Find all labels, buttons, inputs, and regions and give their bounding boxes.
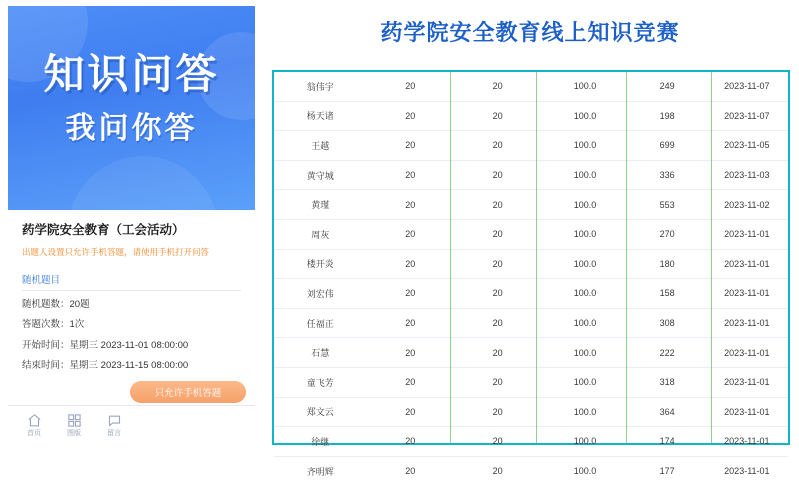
correct-count: 20 <box>367 101 454 131</box>
table-row <box>274 456 788 485</box>
duration: 180 <box>629 249 706 279</box>
participant-name: 周灰 <box>274 219 367 249</box>
tab-label: 首页 <box>27 429 41 437</box>
date: 2023-11-02 <box>706 190 788 220</box>
score: 100.0 <box>541 190 628 220</box>
banner-title-main: 知识问答 <box>43 50 220 98</box>
duration: 249 <box>629 72 706 101</box>
score: 100.0 <box>541 72 628 101</box>
date: 2023-11-01 <box>706 397 788 427</box>
table-row <box>274 367 788 397</box>
total-count: 20 <box>454 397 541 427</box>
score: 100.0 <box>541 219 628 249</box>
table-row <box>274 279 788 309</box>
table-row <box>274 338 788 368</box>
score: 100.0 <box>541 308 628 338</box>
score: 100.0 <box>541 101 628 131</box>
participant-name: 齐明辉 <box>306 466 334 477</box>
participant-name: 徐继 <box>274 427 367 457</box>
total-count: 20 <box>454 101 541 131</box>
duration: 308 <box>629 308 706 338</box>
score: 100.0 <box>541 131 628 161</box>
divider <box>22 290 241 291</box>
duration: 336 <box>629 160 706 190</box>
correct-count: 20 <box>367 308 454 338</box>
chat-icon <box>107 413 122 428</box>
info-row <box>22 340 241 351</box>
participant-name: 黄瑾 <box>274 190 367 220</box>
info-row-value: 20题 <box>69 298 90 310</box>
table-row <box>274 397 788 427</box>
duration: 222 <box>629 338 706 368</box>
date: 2023-11-01 <box>706 219 788 249</box>
info-row <box>22 360 241 371</box>
score: 100.0 <box>541 397 628 427</box>
table-row <box>274 427 788 457</box>
score: 100.0 <box>541 160 628 190</box>
participant-name: 王越 <box>274 131 367 161</box>
grid-icon <box>67 413 82 428</box>
duration: 699 <box>629 131 706 161</box>
duration: 553 <box>629 190 706 220</box>
date: 2023-11-07 <box>706 72 788 101</box>
participant-name: 童飞芳 <box>274 367 367 397</box>
participant-name: 黄守城 <box>274 160 367 190</box>
table-row <box>274 219 788 249</box>
duration: 270 <box>629 219 706 249</box>
correct-count: 20 <box>367 249 454 279</box>
date: 2023-11-01 <box>706 367 788 397</box>
score: 100.0 <box>541 279 628 309</box>
total-count: 20 <box>454 219 541 249</box>
participant-name: 石慧 <box>274 338 367 368</box>
activity-notice: 出题人设置只允许手机答题，请使用手机打开问答 <box>22 247 210 258</box>
score: 100.0 <box>573 466 597 477</box>
date: 2023-11-07 <box>706 101 788 131</box>
duration: 174 <box>629 427 706 457</box>
correct-count: 20 <box>405 466 416 477</box>
table-row <box>274 101 788 131</box>
bottom-tabbar <box>8 405 255 443</box>
randomize-label: 随机题目 <box>22 274 61 286</box>
tab-item-grid[interactable] <box>54 413 94 437</box>
page-title: 药学院安全教育线上知识竞赛 <box>380 21 680 46</box>
date: 2023-11-01 <box>706 249 788 279</box>
table-row <box>274 160 788 190</box>
tab-label: 图版 <box>67 429 81 437</box>
correct-count: 20 <box>367 397 454 427</box>
total-count: 20 <box>454 72 541 101</box>
correct-count: 20 <box>367 279 454 309</box>
correct-count: 20 <box>367 427 454 457</box>
tab-item-home[interactable] <box>14 413 54 437</box>
correct-count: 20 <box>367 338 454 368</box>
phone-only-cta-button[interactable]: 只允许手机答题 <box>130 381 246 403</box>
activity-title: 药学院安全教育（工会活动） <box>22 223 185 237</box>
total-count: 20 <box>454 427 541 457</box>
date: 2023-11-03 <box>706 160 788 190</box>
info-row-value: 星期三 2023-11-01 08:00:00 <box>69 339 189 351</box>
date: 2023-11-01 <box>706 308 788 338</box>
total-count: 20 <box>454 131 541 161</box>
total-count: 20 <box>454 338 541 368</box>
correct-count: 20 <box>367 131 454 161</box>
duration: 198 <box>629 101 706 131</box>
duration: 158 <box>629 279 706 309</box>
info-row-label: 答题次数： <box>22 319 70 331</box>
table-row <box>274 249 788 279</box>
date: 2023-11-01 <box>706 427 788 457</box>
total-count: 20 <box>454 367 541 397</box>
participant-name: 楼开炎 <box>274 249 367 279</box>
ranking-table <box>274 72 788 485</box>
participant-name: 刘宏伟 <box>274 279 367 309</box>
correct-count: 20 <box>367 219 454 249</box>
tab-label: 留言 <box>107 429 121 437</box>
score: 100.0 <box>541 338 628 368</box>
tab-item-chat[interactable] <box>94 413 134 437</box>
table-row <box>274 190 788 220</box>
correct-count: 20 <box>367 160 454 190</box>
date: 2023-11-01 <box>706 279 788 309</box>
duration: 364 <box>629 397 706 427</box>
total-count: 20 <box>454 249 541 279</box>
score: 100.0 <box>541 367 628 397</box>
correct-count: 20 <box>367 190 454 220</box>
info-row <box>22 319 241 330</box>
info-row-value: 1次 <box>69 319 85 331</box>
score: 100.0 <box>541 427 628 457</box>
table-row <box>274 131 788 161</box>
info-row <box>22 299 241 310</box>
date: 2023-11-05 <box>706 131 788 161</box>
participant-name: 任福正 <box>274 308 367 338</box>
info-row-label: 开始时间： <box>22 339 70 351</box>
activity-info-card <box>8 210 255 404</box>
participant-name: 郑文云 <box>274 397 367 427</box>
info-row-label: 随机题数： <box>22 298 70 310</box>
info-row-value: 星期三 2023-11-15 08:00:00 <box>69 359 189 371</box>
total-count: 20 <box>454 279 541 309</box>
total-count: 20 <box>492 466 503 477</box>
quiz-banner <box>8 6 255 210</box>
score: 100.0 <box>541 249 628 279</box>
home-icon <box>27 413 42 428</box>
total-count: 20 <box>454 190 541 220</box>
total-count: 20 <box>454 308 541 338</box>
date: 2023-11-01 <box>706 338 788 368</box>
duration: 177 <box>659 466 675 477</box>
correct-count: 20 <box>367 72 454 101</box>
info-row-label: 结束时间： <box>22 359 70 371</box>
quiz-preview-panel <box>8 6 255 443</box>
participant-name: 杨天诸 <box>274 101 367 131</box>
date: 2023-11-01 <box>724 466 770 477</box>
total-count: 20 <box>454 160 541 190</box>
correct-count: 20 <box>367 367 454 397</box>
participant-name: 翁伟宇 <box>274 72 367 101</box>
ranking-table-container <box>272 70 790 477</box>
table-row <box>274 308 788 338</box>
duration: 318 <box>629 367 706 397</box>
banner-title-sub: 我问你答 <box>65 111 198 146</box>
table-row <box>274 72 788 101</box>
